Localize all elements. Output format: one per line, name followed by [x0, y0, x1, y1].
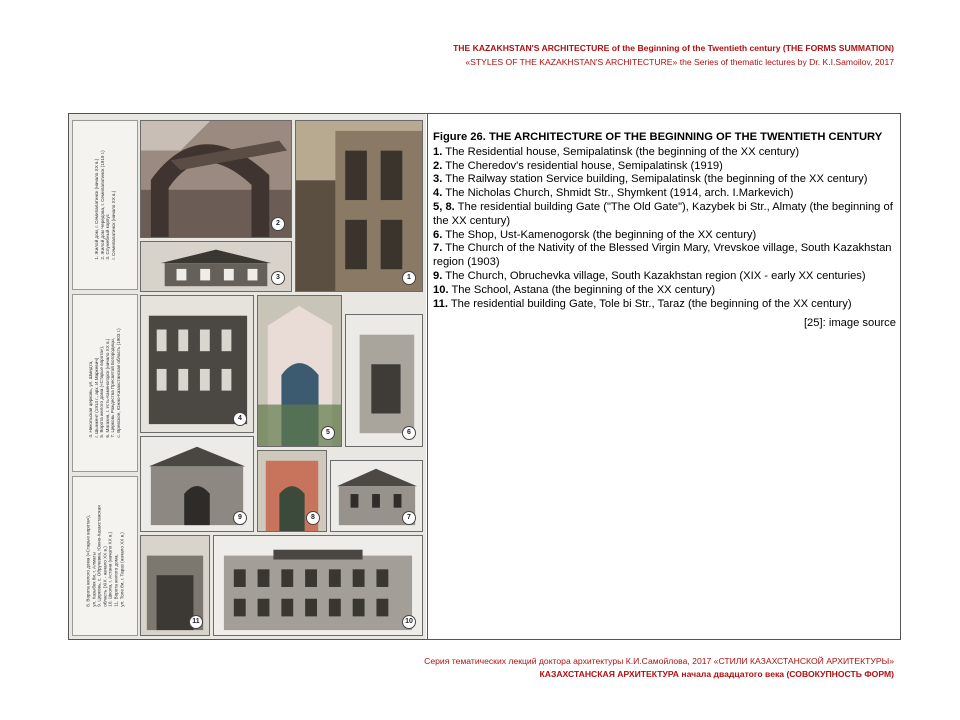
caption-line: 1. Жилой дом, г. Семипалатинск (начало XX в.) [93, 158, 99, 260]
photo-taraz-gate [140, 535, 210, 636]
figure-item-text: The Church, Obruchevka village, South Kazakhstan region (XIX - early XX centuries) [442, 269, 866, 282]
caption-line: 8. Ворота жилого дома («Старые ворота»), [85, 514, 91, 607]
photo-number: 2 [271, 217, 285, 231]
figure-item-number: 6. [433, 228, 443, 241]
figure-item [433, 298, 896, 312]
figure-items [433, 146, 896, 312]
caption-line: 11. Ворота жилого дома, [113, 554, 119, 607]
photo-red-gate [257, 450, 327, 532]
collage-caption-3 [72, 476, 138, 636]
caption-line: 6. Магазин, г. Усть-Каменогорск (начало XX в.) [105, 338, 110, 438]
figure-item-number: 10. [433, 283, 449, 296]
figure-item-number: 11. [433, 297, 448, 310]
caption-line: 10. Школа, г. Астана (начало XX в.) [107, 531, 113, 607]
figure-caption [433, 131, 896, 331]
slide-frame [68, 113, 901, 640]
figure-item-text: The Residential house, Semipalatinsk (the beginning of the XX century) [442, 145, 800, 158]
photo-number: 3 [271, 271, 285, 285]
figure-item [433, 229, 896, 243]
figure-item-text: The Railway station Service building, Semipalatinsk (the beginning of the XX century) [442, 173, 868, 186]
photo-railway-building [140, 241, 292, 292]
caption-line: 2. Жилой дом Чередова, г. Семипалатинск (1919 г.) [99, 150, 105, 260]
figure-item [433, 187, 896, 201]
photo-shop [345, 314, 423, 447]
figure-item-text: The Church of the Nativity of the Blessed Virgin Mary, Vrevskoe village, South Kazakhstan region (1903) [433, 242, 892, 269]
photo-number: 10 [402, 615, 416, 629]
figure-item-number: 9. [433, 269, 443, 282]
caption-line: 9. Церковь, с. Обручевка, Южно-Казахстанская [96, 505, 102, 607]
photo-collage [69, 114, 426, 639]
figure-item-number: 1. [433, 145, 443, 158]
collage-caption-1 [72, 120, 138, 290]
photo-number: 8 [306, 511, 320, 525]
figure-item [433, 270, 896, 284]
caption-line: 3. Служебный корпус [105, 214, 110, 260]
caption-line: 7. Церковь Рождества Пресвятой Богородицы, [110, 337, 116, 438]
photo-number: 1 [402, 271, 416, 285]
figure-item [433, 146, 896, 160]
collage-caption-2 [72, 294, 138, 472]
figure-item [433, 284, 896, 298]
caption-line: ул. Толе би, г. Тараз (начало XX в.) [118, 532, 124, 607]
photo-number: 9 [233, 511, 247, 525]
figure-item-number: 5, 8. [433, 200, 455, 213]
image-source: [25]: image source [803, 317, 896, 330]
figure-item-text: The residential building Gate, Tole bi Str., Taraz (the beginning of the XX century) [447, 297, 852, 310]
photo-residential-house [295, 120, 423, 292]
header-subtitle: «STYLES OF THE KAZAKHSTAN'S ARCHITECTURE» the Series of thematic lectures by Dr. K.I.Samoilov, 2017 [465, 57, 894, 67]
footer-series: Серия тематических лекций доктора архитектуры К.И.Самойлова, 2017 «СТИЛИ КАЗАХСТАНСКОЙ АРХИТЕКТУРЫ» [424, 656, 894, 666]
figure-item-number: 7. [433, 242, 443, 255]
caption-line: 5. Ворота жилого дома («Старые ворота»), [99, 345, 105, 438]
figure-item-text: The residential building Gate ("The Old Gate"), Kazybek bi Str., Almaty (the beginning of the XX century) [433, 200, 893, 227]
caption-line: область (XIX - начало XX в.) [102, 546, 108, 607]
caption-line: с. Вревское, Южно-Казахстанская область (1903 г.) [116, 328, 122, 438]
figure-title: Figure 26. THE ARCHITECTURE OF THE BEGINNING OF THE TWENTIETH CENTURY [433, 131, 883, 143]
figure-item [433, 242, 896, 270]
photo-number: 5 [321, 426, 335, 440]
photo-nicholas-church [140, 295, 254, 433]
figure-item-text: The Shop, Ust-Kamenogorsk (the beginning of the XX century) [442, 228, 757, 241]
column-divider [427, 114, 428, 639]
caption-line: ул. Казыбек би, г. Алматы [91, 552, 97, 607]
figure-item-text: The Nicholas Church, Shmidt Str., Shymkent (1914, arch. I.Markevich) [442, 187, 794, 200]
photo-number: 7 [402, 511, 416, 525]
photo-number: 4 [233, 412, 247, 426]
header-title: THE KAZAKHSTAN'S ARCHITECTURE of the Beginning of the Twentieth century (THE FORMS SUMMATION) [453, 43, 894, 53]
figure-item-number: 3. [433, 173, 443, 186]
caption-line: г. Семипалатинск (начало XX в.) [110, 190, 116, 260]
figure-item-text: The Cheredov's residential house, Semipalatinsk (1919) [442, 159, 723, 172]
caption-line: 4. Никольская церковь, ул. Шмидта, [88, 360, 94, 438]
photo-cheredov-house [140, 120, 292, 238]
photo-number: 11 [189, 615, 203, 629]
figure-item [433, 160, 896, 174]
photo-number: 6 [402, 426, 416, 440]
figure-item [433, 201, 896, 229]
figure-item-text: The School, Astana (the beginning of the XX century) [448, 283, 716, 296]
photo-obruchevka-church [140, 436, 254, 532]
caption-line: г. Шымкент (1914 г., арх. И.Маркевич) [93, 357, 99, 438]
photo-vrevskoe-church [330, 460, 423, 532]
footer-title: КАЗАХСТАНСКАЯ АРХИТЕКТУРА начала двадцатого века (СОВОКУПНОСТЬ ФОРМ) [539, 669, 894, 679]
photo-old-gate [257, 295, 342, 447]
figure-item [433, 173, 896, 187]
photo-school-astana [213, 535, 423, 636]
figure-item-number: 2. [433, 159, 443, 172]
figure-item-number: 4. [433, 187, 443, 200]
